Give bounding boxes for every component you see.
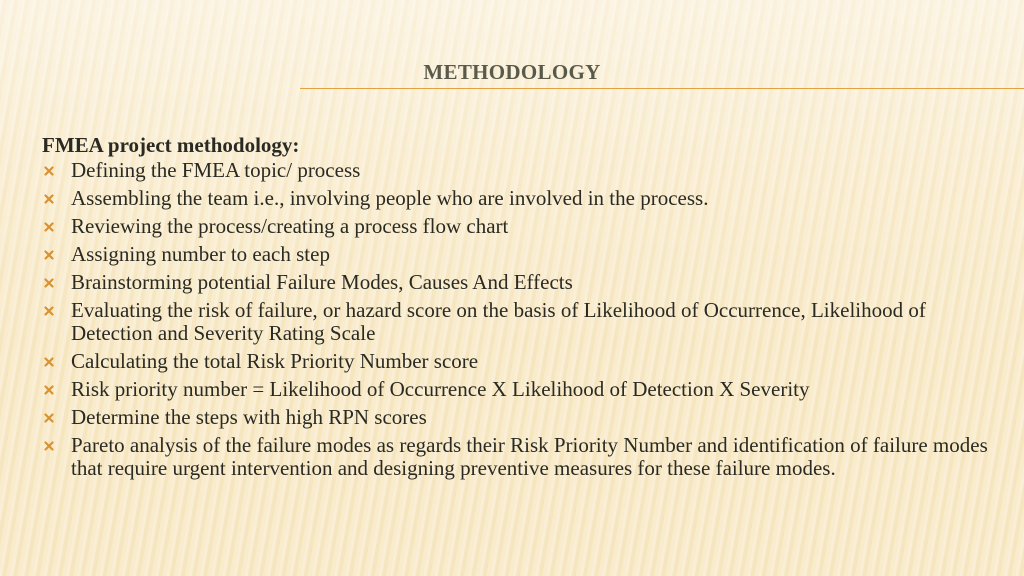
list-item [42, 215, 992, 238]
x-mark-icon [42, 299, 56, 322]
list-item-text: Assigning number to each step [71, 242, 330, 266]
list-item-text: Pareto analysis of the failure modes as regards their Risk Priority Number and identification of failure modes that require urgent intervention and designing preventive measures for these failure modes. [71, 433, 988, 480]
x-mark-icon [42, 406, 56, 429]
x-mark-icon [42, 187, 56, 210]
x-mark-icon [42, 215, 56, 238]
methodology-list [42, 159, 992, 480]
list-item-text: Brainstorming potential Failure Modes, Causes And Effects [71, 270, 573, 294]
title-divider [300, 88, 1024, 89]
list-item-text: Defining the FMEA topic/ process [71, 158, 361, 182]
x-mark-icon [42, 434, 56, 457]
list-item-text: Reviewing the process/creating a process flow chart [71, 214, 509, 238]
x-mark-icon [42, 271, 56, 294]
x-mark-icon [42, 159, 56, 182]
list-item [42, 271, 992, 294]
list-item-text: Determine the steps with high RPN scores [71, 405, 427, 429]
list-item-text: Risk priority number = Likelihood of Occurrence X Likelihood of Detection X Severity [71, 377, 810, 401]
list-item [42, 243, 992, 266]
list-item-text: Assembling the team i.e., involving people who are involved in the process. [71, 186, 709, 210]
x-mark-icon [42, 350, 56, 373]
list-item-text: Calculating the total Risk Priority Number score [71, 349, 479, 373]
list-item [42, 350, 992, 373]
x-mark-icon [42, 243, 56, 266]
list-item [42, 299, 992, 345]
content-heading: FMEA project methodology: [42, 133, 300, 157]
list-item [42, 378, 992, 401]
list-item [42, 434, 992, 480]
list-item [42, 159, 992, 182]
list-item-text: Evaluating the risk of failure, or hazard score on the basis of Likelihood of Occurrence, Likelihood of Detection and Severity Rating Scale [71, 298, 926, 345]
slide-content [42, 132, 992, 485]
slide-title: METHODOLOGY [423, 60, 601, 84]
list-item [42, 187, 992, 210]
x-mark-icon [42, 378, 56, 401]
list-item [42, 406, 992, 429]
